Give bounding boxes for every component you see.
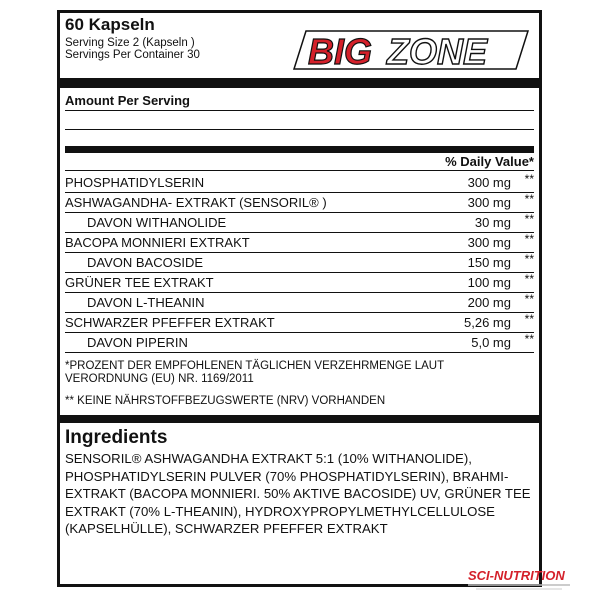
nutrient-name: DAVON PIPERIN [87,335,188,350]
daily-value-marker: ** [524,332,534,346]
daily-value-marker: ** [524,232,534,246]
sci-nutrition-watermark [466,566,574,592]
nutrient-amount: 300 mg [467,175,511,190]
amount-per-serving-heading: Amount Per Serving [65,93,190,108]
nutrient-amount: 300 mg [467,235,511,250]
daily-value-marker: ** [524,192,534,206]
nutrient-name: GRÜNER TEE EXTRAKT [65,275,214,290]
nutrient-amount: 300 mg [467,195,511,210]
footnote-line: *PROZENT DER EMPFOHLENEN TÄGLICHEN VERZEHRMENGE LAUT [65,360,445,372]
nutrient-name: ASHWAGANDHA- EXTRAKT (SENSORIL® ) [65,195,327,210]
nutrient-name: BACOPA MONNIERI EXTRAKT [65,235,250,250]
nutrient-amount: 100 mg [467,275,511,290]
divider [65,170,534,171]
footnote-line: VERORDNUNG (EU) NR. 1169/2011 [65,373,254,385]
nutrient-row [65,212,534,233]
nutrient-row [65,292,534,313]
bigzone-logo [292,29,530,71]
daily-value-marker: ** [524,172,534,186]
nutrient-name: DAVON L-THEANIN [87,295,205,310]
nutrient-row [65,172,534,193]
ingredients-text: SENSORIL® ASHWAGANDHA EXTRAKT 5:1 (10% WITHANOLIDE), PHOSPHATIDYLSERIN PULVER (70% PHOSPHATIDYLSERIN), BRAHMI- EXTRAKT (BACOPA MONNIERI. 50% AKTIVE BACOSIDE) UV, GRÜNER TEE EXTRAKT (70% L-THEANIN), HYDROXYPROPYLMETHYLCELLULOSE (KAPSELHÜLLE), SCHWARZER PFEFFER EXTRAKT [65,451,531,536]
daily-value-marker: ** [524,272,534,286]
nutrient-amount: 150 mg [467,255,511,270]
nutrient-row [65,312,534,333]
daily-value-marker: ** [524,312,534,326]
logo-big-text: BIG [308,31,373,71]
nutrient-row [65,192,534,213]
thick-separator [65,146,534,153]
nutrient-name: SCHWARZER PFEFFER EXTRAKT [65,315,275,330]
nutrient-row [65,232,534,253]
thick-separator [60,78,539,88]
divider [65,110,534,111]
daily-value-marker: ** [524,252,534,266]
serving-size: Serving Size 2 (Kapseln ) [65,37,195,49]
supplement-facts-panel [57,10,542,587]
nutrient-name: DAVON WITHANOLIDE [87,215,227,230]
servings-per-container: Servings Per Container 30 [65,49,200,61]
nutrient-row [65,272,534,293]
nutrient-row [65,252,534,273]
daily-value-marker: ** [524,212,534,226]
nutrient-row [65,332,534,353]
daily-value-marker: ** [524,292,534,306]
nutrient-amount: 30 mg [474,215,511,230]
ingredients-heading: Ingredients [65,427,168,448]
footnote-daily-value [65,360,534,386]
nutrient-amount: 5,26 mg [464,315,511,330]
nutrient-name: PHOSPHATIDYLSERIN [65,175,205,190]
divider [65,129,534,130]
watermark-text: SCI-NUTRITION [468,568,565,583]
footnote-no-nrv: ** KEINE NÄHRSTOFFBEZUGSWERTE (NRV) VORHANDEN [65,395,386,407]
nutrient-amount: 200 mg [467,295,511,310]
nutrient-name: DAVON BACOSIDE [87,255,204,270]
thick-separator [60,415,539,423]
daily-value-header: % Daily Value* [445,154,534,169]
nutrient-amount: 5,0 mg [471,335,511,350]
capsule-count-title: 60 Kapseln [65,15,155,34]
logo-zone-text: ZONE [387,31,488,71]
